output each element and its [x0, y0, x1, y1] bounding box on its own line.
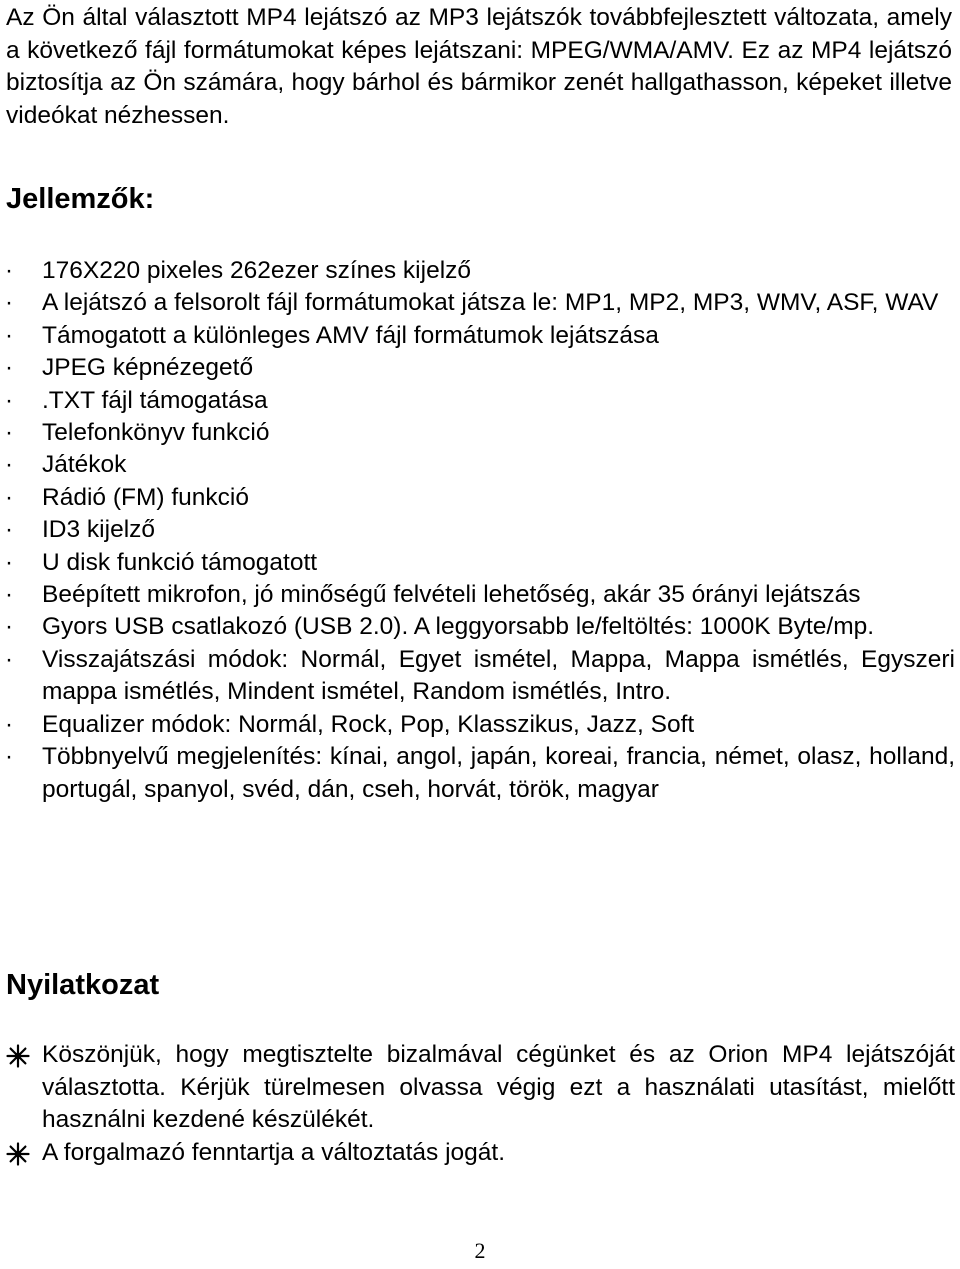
list-item: [0, 320, 955, 352]
feature-text: U disk funkció támogatott: [42, 548, 318, 576]
feature-text: Rádió (FM) funkció: [42, 483, 249, 511]
bullet-dot-icon: ·: [5, 645, 13, 673]
feature-text: Equalizer módok: Normál, Rock, Pop, Klasszikus, Jazz, Soft: [42, 710, 695, 738]
list-item: [0, 417, 955, 449]
list-item: [0, 644, 955, 709]
features-heading: Jellemzők:: [6, 183, 155, 215]
snowflake-star-icon: [6, 1044, 30, 1068]
page-number: 2: [474, 1238, 486, 1263]
bullet-dot-icon: ·: [5, 516, 13, 544]
list-item: [0, 352, 955, 384]
feature-text: Játékok: [42, 451, 127, 479]
notice-text: A forgalmazó fenntartja a változtatás jogát.: [42, 1138, 506, 1166]
features-list: [0, 255, 955, 806]
list-item: [0, 709, 955, 741]
bullet-dot-icon: ·: [5, 451, 13, 479]
notice-heading: Nyilatkozat: [6, 969, 160, 1001]
intro-paragraph: Az Ön által választott MP4 lejátszó az MP3 lejátszók továbbfejlesztett változata, amely a következő fájl formátumokat képes lejátszani: MPEG/WMA/AMV. Ez az MP4 lejátszó biztosítja az Ön számára, hogy bárhol és bármikor zenét hallgathasson, képeket illetve videókat nézhessen.: [6, 4, 952, 129]
feature-text: ID3 kijelző: [42, 516, 156, 544]
bullet-dot-icon: ·: [5, 548, 13, 576]
feature-text: Beépített mikrofon, jó minőségű felvételi lehetőség, akár 35 órányi lejátszás: [42, 581, 861, 609]
bullet-dot-icon: ·: [5, 289, 13, 317]
list-item: [0, 514, 955, 546]
feature-text: Gyors USB csatlakozó (USB 2.0). A leggyorsabb le/feltöltés: 1000K Byte/mp.: [42, 613, 875, 641]
list-item: [0, 579, 955, 611]
feature-text: Visszajátszási módok: Normál, Egyet ismétel, Mappa, Mappa ismétlés, Egyszeri mappa ismétlés, Mindent ismétel, Random ismétlés, Intro.: [42, 645, 955, 706]
bullet-dot-icon: ·: [5, 613, 13, 641]
list-item: [0, 255, 955, 287]
bullet-dot-icon: ·: [5, 386, 13, 414]
list-item: [0, 385, 955, 417]
list-item: [0, 611, 955, 643]
bullet-dot-icon: ·: [5, 483, 13, 511]
notice-text: Köszönjük, hogy megtisztelte bizalmával cégünket és az Orion MP4 lejátszóját választotta. Kérjük türelmesen olvassa végig ezt a használati utasítást, mielőtt használni kezdené készülékét.: [42, 1041, 955, 1133]
list-item: [0, 287, 955, 319]
list-item: [0, 449, 955, 481]
bullet-dot-icon: ·: [5, 419, 13, 447]
bullet-dot-icon: ·: [5, 710, 13, 738]
feature-text: Telefonkönyv funkció: [42, 419, 270, 447]
feature-text: A lejátszó a felsorolt fájl formátumokat játsza le: MP1, MP2, MP3, WMV, ASF, WAV: [42, 289, 939, 317]
feature-text: .TXT fájl támogatása: [42, 386, 268, 414]
list-item: [0, 741, 955, 806]
bullet-dot-icon: ·: [5, 743, 13, 771]
snowflake-star-icon: [6, 1142, 30, 1166]
list-item: [0, 1039, 955, 1137]
bullet-dot-icon: ·: [5, 354, 13, 382]
feature-text: Többnyelvű megjelenítés: kínai, angol, japán, koreai, francia, német, olasz, holland, portugál, spanyol, svéd, dán, cseh, horvát, török, magyar: [42, 743, 955, 803]
list-item: [0, 482, 955, 514]
list-item: [0, 1137, 955, 1170]
list-item: [0, 547, 955, 579]
bullet-dot-icon: ·: [5, 581, 13, 609]
feature-text: Támogatott a különleges AMV fájl formátumok lejátszása: [42, 321, 659, 349]
notice-list: [0, 1039, 955, 1169]
bullet-dot-icon: ·: [5, 257, 13, 284]
feature-text: 176X220 pixeles 262ezer színes kijelző: [42, 257, 472, 284]
feature-text: JPEG képnézegető: [42, 354, 254, 382]
bullet-dot-icon: ·: [5, 321, 13, 349]
